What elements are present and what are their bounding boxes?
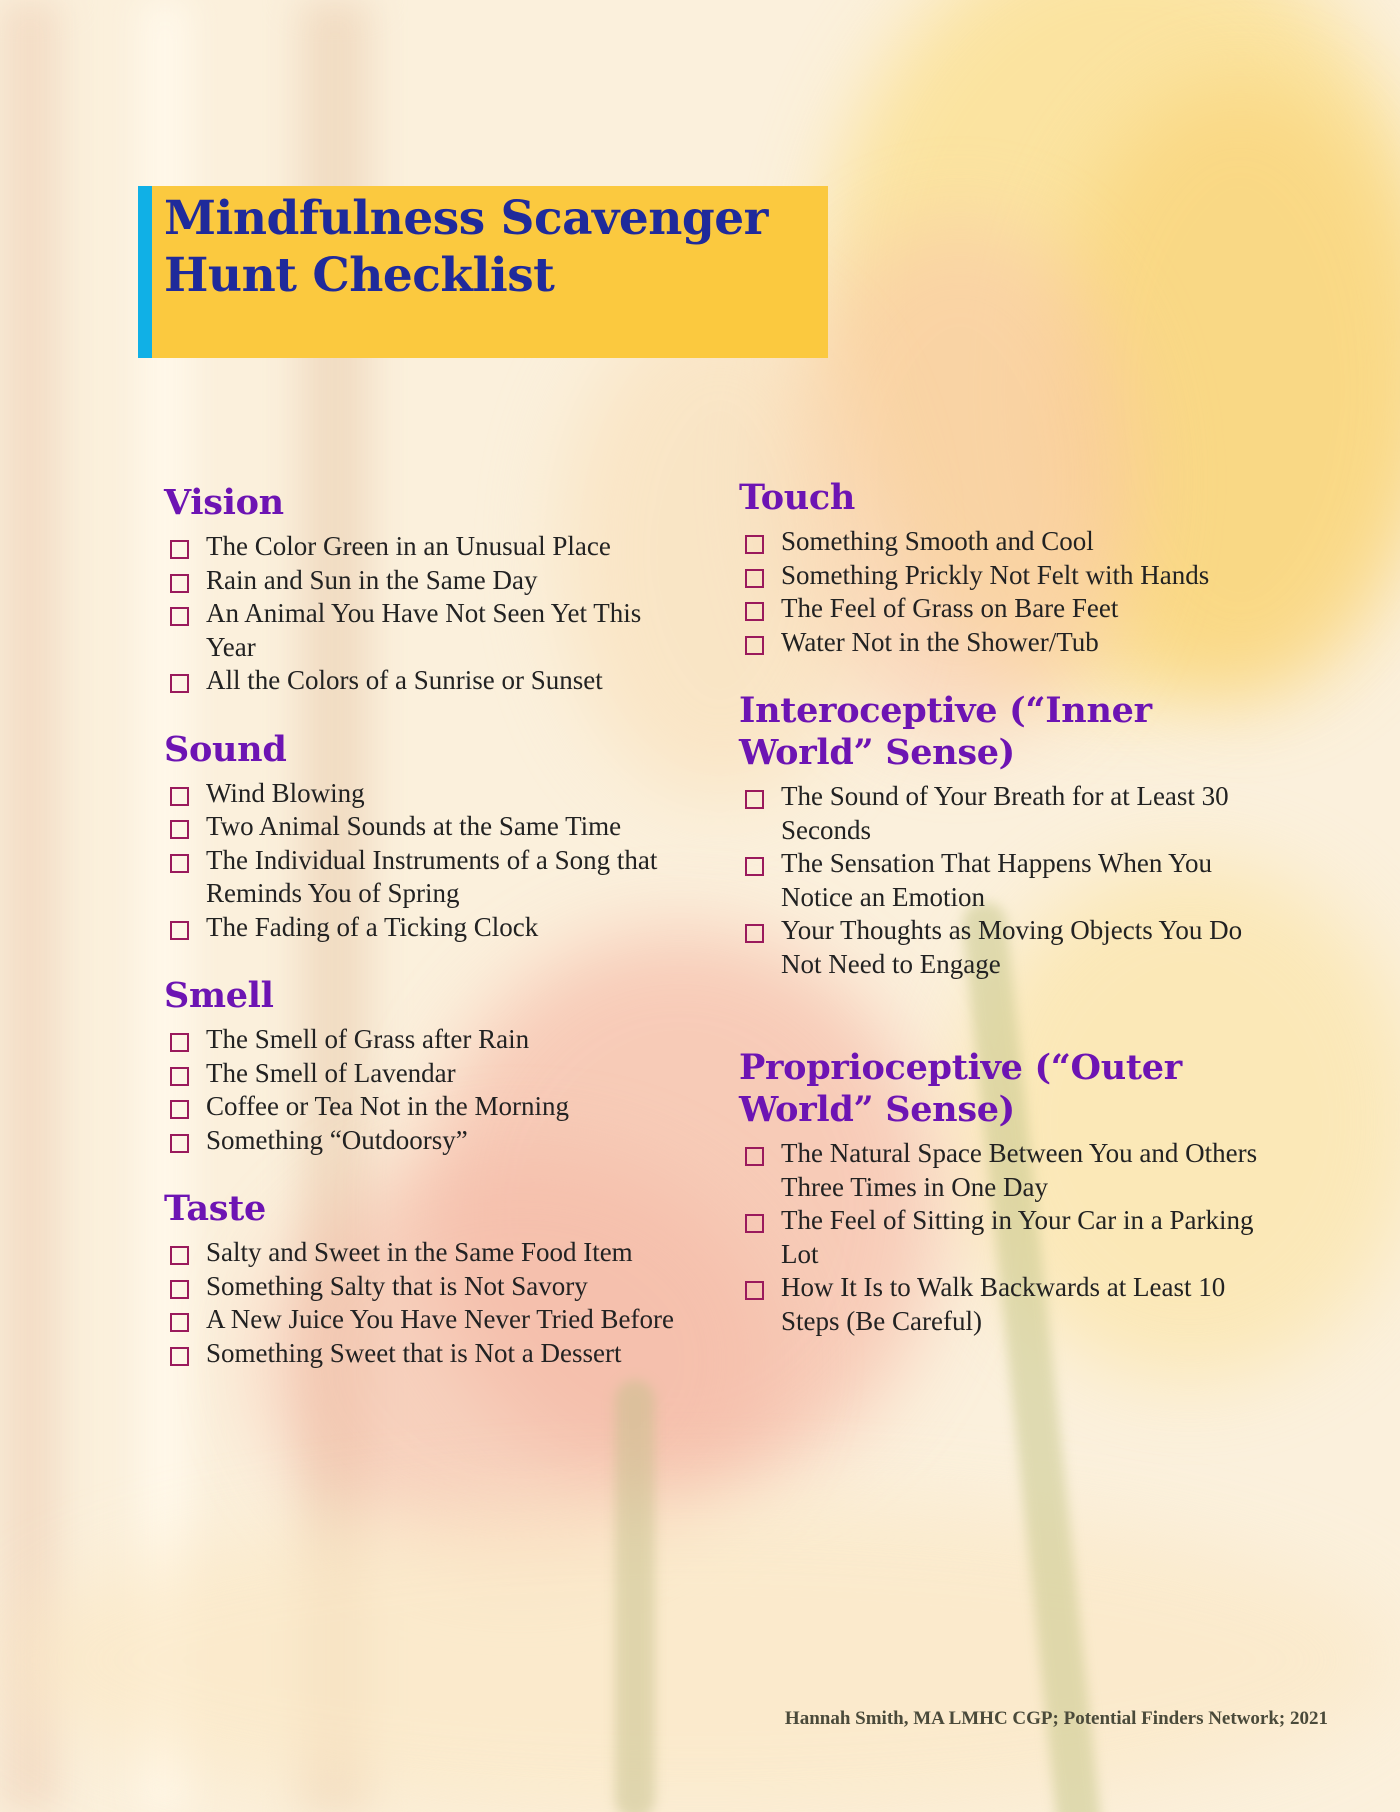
- checkbox-icon[interactable]: [170, 1033, 189, 1052]
- item-label: Salty and Sweet in the Same Food Item: [206, 1237, 633, 1267]
- section-taste: [164, 1188, 684, 1370]
- checklist-item: [739, 914, 1279, 981]
- checkbox-icon[interactable]: [170, 1313, 189, 1332]
- section-vision: [164, 482, 684, 698]
- section-heading: Sound: [164, 728, 287, 770]
- checklist-item: [164, 664, 684, 698]
- checklist-item: [164, 1057, 684, 1091]
- checkbox-icon[interactable]: [745, 602, 764, 621]
- item-label: Something Sweet that is Not a Dessert: [206, 1337, 622, 1368]
- item-label: A New Juice You Have Never Tried Before: [206, 1304, 674, 1334]
- item-label: The Sensation That Happens When You Notice an Emotion: [781, 848, 1212, 912]
- checklist-item: [164, 1090, 684, 1124]
- title-accent-bar: [138, 186, 152, 358]
- checklist-item: [164, 777, 684, 811]
- section-sound: [164, 729, 684, 945]
- section-interoceptive: [739, 690, 1279, 981]
- item-label: The Smell of Lavendar: [206, 1057, 456, 1088]
- section-heading: Interoceptive (“Inner World” Sense): [739, 690, 1152, 773]
- left-column: [164, 482, 684, 1370]
- checkbox-icon[interactable]: [170, 607, 189, 626]
- item-label: An Animal You Have Not Seen Yet This Year: [206, 598, 642, 662]
- checkbox-icon[interactable]: [170, 1280, 189, 1299]
- checkbox-icon[interactable]: [170, 674, 189, 693]
- checkbox-icon[interactable]: [170, 574, 189, 593]
- checklist-item: [164, 1236, 684, 1270]
- checkbox-icon[interactable]: [745, 924, 764, 943]
- checkbox-icon[interactable]: [745, 857, 764, 876]
- item-label: All the Colors of a Sunrise or Sunset: [206, 665, 603, 695]
- item-label: The Feel of Grass on Bare Feet: [781, 593, 1119, 623]
- checkbox-icon[interactable]: [745, 1214, 764, 1233]
- checkbox-icon[interactable]: [170, 1347, 189, 1366]
- item-label: The Natural Space Between You and Others Three Times in One Day: [781, 1138, 1258, 1202]
- section-heading: Proprioceptive (“Outer World” Sense): [739, 1047, 1182, 1130]
- checkbox-icon[interactable]: [745, 535, 764, 554]
- checklist-item: [164, 530, 684, 564]
- checklist-item: [164, 1303, 684, 1337]
- checklist-item: [164, 1124, 684, 1158]
- section-proprioceptive: [739, 1047, 1279, 1338]
- item-label: Something Prickly Not Felt with Hands: [781, 559, 1210, 590]
- item-label: Rain and Sun in the Same Day: [206, 564, 538, 595]
- checklist-item: [164, 911, 684, 945]
- checklist-item: [739, 1204, 1279, 1271]
- checklist-item: [164, 564, 684, 598]
- section-smell: [164, 975, 684, 1157]
- checkbox-icon[interactable]: [745, 1281, 764, 1300]
- checkbox-icon[interactable]: [170, 1067, 189, 1086]
- checkbox-icon[interactable]: [170, 1246, 189, 1265]
- item-label: Something Salty that is Not Savory: [206, 1270, 588, 1301]
- checkbox-icon[interactable]: [170, 921, 189, 940]
- item-label: The Feel of Sitting in Your Car in a Parking Lot: [781, 1205, 1254, 1269]
- checklist-item: [164, 1023, 684, 1057]
- checklist-item: [164, 844, 684, 911]
- checklist-item: [739, 780, 1279, 847]
- item-label: How It Is to Walk Backwards at Least 10 Steps (Be Careful): [781, 1272, 1226, 1336]
- item-label: Wind Blowing: [206, 777, 365, 808]
- checklist-item: [739, 626, 1279, 660]
- checklist-item: [164, 1270, 684, 1304]
- item-label: The Color Green in an Unusual Place: [206, 531, 611, 561]
- checkbox-icon[interactable]: [745, 790, 764, 809]
- checkbox-icon[interactable]: [170, 820, 189, 839]
- item-label: Coffee or Tea Not in the Morning: [206, 1091, 570, 1121]
- checklist-item: [739, 559, 1279, 593]
- checkbox-icon[interactable]: [170, 1134, 189, 1153]
- page-title: Mindfulness Scavenger Hunt Checklist: [164, 191, 768, 303]
- item-label: Your Thoughts as Moving Objects You Do Not Need to Engage: [781, 915, 1243, 979]
- item-label: The Smell of Grass after Rain: [206, 1024, 530, 1054]
- item-label: Something “Outdoorsy”: [206, 1124, 468, 1155]
- checklist-item: [164, 1337, 684, 1371]
- checkbox-icon[interactable]: [170, 854, 189, 873]
- checkbox-icon[interactable]: [170, 540, 189, 559]
- section-heading: Taste: [164, 1188, 267, 1229]
- item-label: Water Not in the Shower/Tub: [781, 626, 1099, 657]
- checklist-item: [739, 1137, 1279, 1204]
- right-column: [739, 477, 1279, 1338]
- checkbox-icon[interactable]: [745, 636, 764, 655]
- checklist-item: [739, 847, 1279, 914]
- checklist-item: [164, 597, 684, 664]
- item-label: The Fading of a Ticking Clock: [206, 911, 539, 942]
- footer-credit: Hannah Smith, MA LMHC CGP; Potential Finders Network; 2021: [784, 1708, 1328, 1729]
- checklist-item: [164, 810, 684, 844]
- checkbox-icon[interactable]: [170, 787, 189, 806]
- checklist-item: [739, 525, 1279, 559]
- section-heading: Vision: [164, 482, 284, 523]
- checklist-item: [739, 1271, 1279, 1338]
- checklist-item: [739, 592, 1279, 626]
- item-label: The Individual Instruments of a Song that Reminds You of Spring: [206, 844, 658, 908]
- checkbox-icon[interactable]: [745, 569, 764, 588]
- section-heading: Touch: [739, 477, 856, 518]
- section-heading: Smell: [164, 975, 274, 1016]
- checkbox-icon[interactable]: [745, 1147, 764, 1166]
- item-label: Two Animal Sounds at the Same Time: [206, 811, 622, 841]
- section-touch: [739, 477, 1279, 659]
- item-label: Something Smooth and Cool: [781, 526, 1094, 556]
- checkbox-icon[interactable]: [170, 1100, 189, 1119]
- item-label: The Sound of Your Breath for at Least 30 Seconds: [781, 781, 1229, 845]
